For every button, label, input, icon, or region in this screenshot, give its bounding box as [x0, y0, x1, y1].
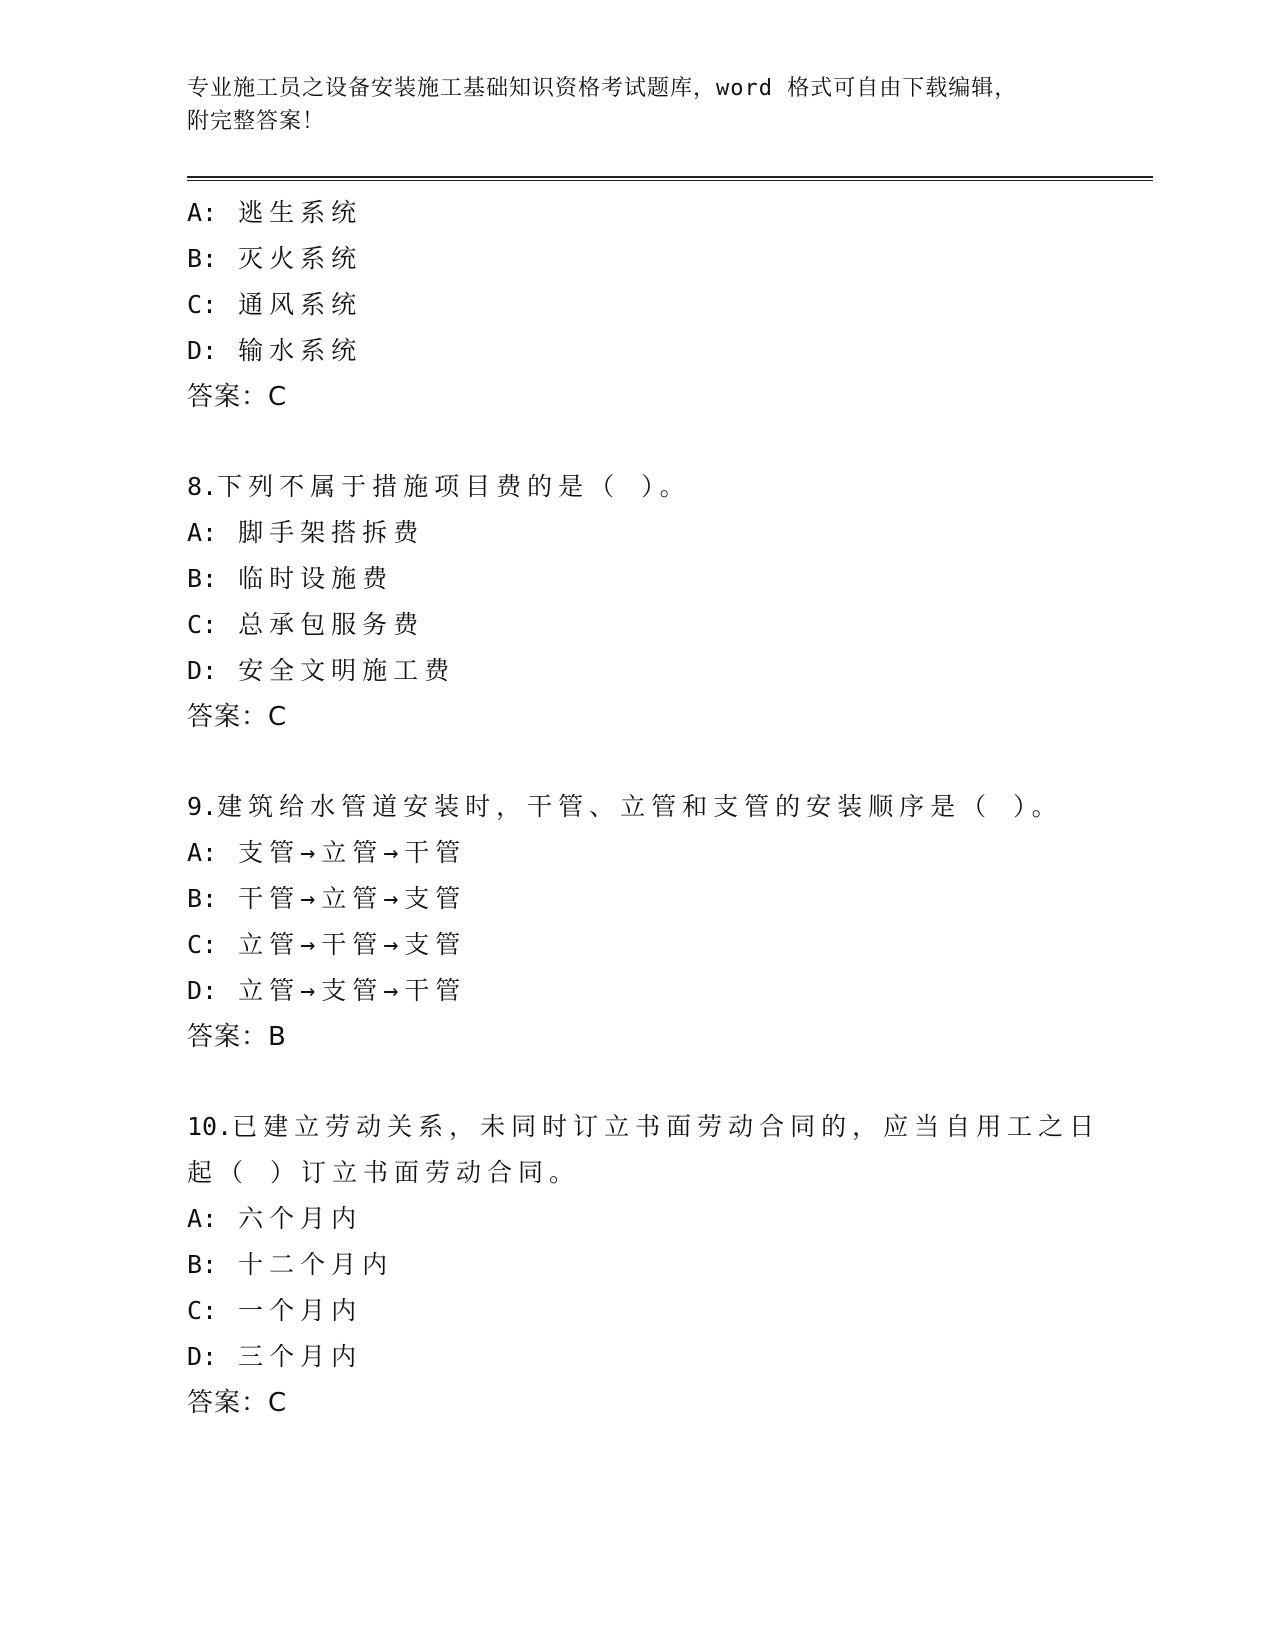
option-letter: D:	[187, 1342, 218, 1371]
answer-line: 答案：C	[187, 1388, 288, 1418]
option-b	[187, 556, 1117, 602]
option-letter: D:	[187, 976, 218, 1005]
option-letter: B:	[187, 244, 218, 273]
option-c	[187, 1288, 1117, 1334]
option-b	[187, 236, 1117, 282]
option-text: 安全文明施工费	[238, 656, 456, 685]
option-text: 干管→立管→支管	[238, 884, 467, 913]
option-letter: C:	[187, 1296, 218, 1325]
option-a	[187, 190, 1117, 236]
question-stem	[187, 784, 1117, 830]
option-text: 一个月内	[238, 1296, 363, 1325]
option-text: 六个月内	[238, 1204, 363, 1233]
option-text: 输水系统	[238, 336, 363, 365]
question-text: 建筑给水管道安装时，干管、立管和支管的安装顺序是（ ）。	[217, 792, 1063, 821]
option-letter: B:	[187, 564, 218, 593]
option-d	[187, 968, 1117, 1014]
document-header	[187, 72, 1087, 138]
option-b	[187, 876, 1117, 922]
option-text: 三个月内	[238, 1342, 363, 1371]
option-a	[187, 1196, 1117, 1242]
question-number: 8.	[187, 472, 218, 501]
question-number: 10.	[187, 1112, 233, 1141]
question-block-8	[187, 464, 1117, 740]
option-a	[187, 830, 1117, 876]
question-text: 已建立劳动关系，未同时订立书面劳动合同的，应当自用工之日起（ ）订立书面劳动合同。	[187, 1112, 1101, 1187]
option-c	[187, 922, 1117, 968]
question-number: 9.	[187, 792, 218, 821]
option-d	[187, 1334, 1117, 1380]
option-text: 临时设施费	[238, 564, 394, 593]
option-letter: A:	[187, 1204, 218, 1233]
option-letter: C:	[187, 290, 218, 319]
option-text: 逃生系统	[238, 198, 363, 227]
option-text: 支管→立管→干管	[238, 838, 467, 867]
header-line-2: 附完整答案！	[187, 109, 326, 134]
option-letter: C:	[187, 610, 218, 639]
option-letter: B:	[187, 1250, 218, 1279]
answer-line: 答案：C	[187, 382, 288, 412]
option-text: 脚手架搭拆费	[238, 518, 425, 547]
option-letter: D:	[187, 336, 218, 365]
option-a	[187, 510, 1117, 556]
option-letter: C:	[187, 930, 218, 959]
option-letter: B:	[187, 884, 218, 913]
option-text: 立管→干管→支管	[238, 930, 467, 959]
option-letter: D:	[187, 656, 218, 685]
question-text: 下列不属于措施项目费的是（ ）。	[217, 472, 691, 501]
option-letter: A:	[187, 838, 218, 867]
answer-line: 答案：B	[187, 1022, 287, 1052]
option-text: 十二个月内	[238, 1250, 394, 1279]
option-c	[187, 602, 1117, 648]
option-text: 灭火系统	[238, 244, 363, 273]
header-divider	[187, 176, 1153, 181]
option-b	[187, 1242, 1117, 1288]
option-letter: A:	[187, 198, 218, 227]
option-text: 立管→支管→干管	[238, 976, 467, 1005]
option-c	[187, 282, 1117, 328]
question-stem	[187, 1104, 1117, 1196]
question-block-continued	[187, 190, 1117, 420]
option-letter: A:	[187, 518, 218, 547]
option-text: 通风系统	[238, 290, 363, 319]
question-block-10	[187, 1104, 1117, 1426]
answer-line: 答案：C	[187, 702, 288, 732]
option-d	[187, 648, 1117, 694]
option-d	[187, 328, 1117, 374]
question-stem	[187, 464, 1117, 510]
option-text: 总承包服务费	[238, 610, 425, 639]
question-block-9	[187, 784, 1117, 1060]
question-list	[187, 190, 1117, 1426]
header-line-1: 专业施工员之设备安装施工基础知识资格考试题库，word 格式可自由下载编辑，	[187, 76, 1018, 101]
